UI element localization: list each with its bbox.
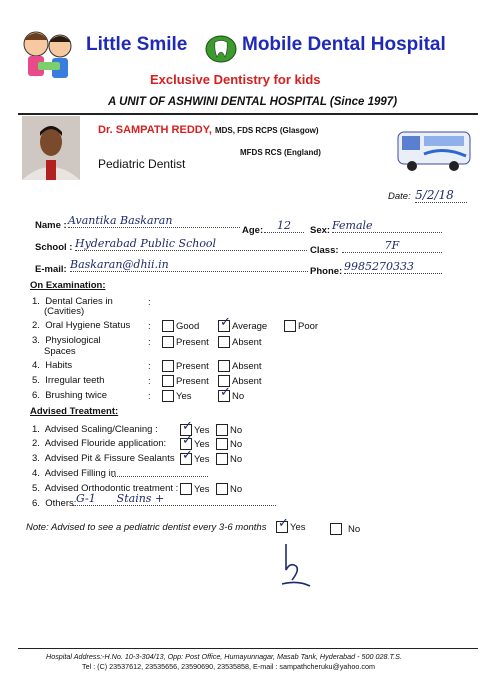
checkbox[interactable] xyxy=(284,320,296,332)
checkbox[interactable] xyxy=(216,453,228,465)
checkbox-checked[interactable] xyxy=(276,516,289,533)
note-yes-option[interactable]: ✓ Yes xyxy=(278,516,306,533)
checkbox[interactable] xyxy=(218,336,230,348)
filling-line xyxy=(112,476,208,477)
check-mark-icon: ✓ xyxy=(182,433,193,448)
footer-address: Hospital Address:-H.No. 10-3-304/13, Opp: Post Office, Humayunnagar, Masab Tank, Hyderabad - 500 028.T.S. xyxy=(46,652,402,661)
class-label: Class: xyxy=(310,245,339,256)
exam-label-habits: Habits xyxy=(45,360,73,371)
unit-line: A UNIT OF ASHWINI DENTAL HOSPITAL (Since 1997) xyxy=(108,96,398,108)
exam-colon-6: : xyxy=(148,391,151,402)
exam-colon-3: : xyxy=(148,337,151,348)
exam-num-3: 3. xyxy=(32,335,40,346)
exam-colon-5: : xyxy=(148,376,151,387)
email-value: Baskaran@dhii.in xyxy=(70,258,308,272)
brushing-yes-option[interactable]: Yes xyxy=(162,390,192,402)
treatment-heading: Advised Treatment: xyxy=(30,406,119,417)
doctor-name: Dr. SAMPATH REDDY, xyxy=(98,124,212,136)
header-rule xyxy=(18,113,478,115)
examination-heading: On Examination: xyxy=(30,280,106,291)
exam-num-4: 4. xyxy=(32,360,40,371)
phone-label: Phone: xyxy=(310,266,343,277)
treat-num-3: 3. xyxy=(32,453,40,464)
note-text: Note: Advised to see a pediatric dentist every 3-6 months xyxy=(26,522,267,533)
school-value: Hyderabad Public School xyxy=(75,237,307,251)
name-value: Avantika Baskaran xyxy=(68,214,240,228)
brushing-no-option[interactable]: ✓ No xyxy=(220,385,245,402)
note-no-option[interactable]: No xyxy=(330,523,360,535)
habits-absent-option[interactable]: Absent xyxy=(218,360,262,372)
orthodontic-yes-option[interactable]: Yes xyxy=(180,483,210,495)
spaces-absent-option[interactable]: Absent xyxy=(218,336,262,348)
age-label: Age: xyxy=(242,225,264,236)
sealants-no-option[interactable]: No xyxy=(216,453,242,465)
checkbox[interactable] xyxy=(330,523,342,535)
tagline: Exclusive Dentistry for kids xyxy=(150,72,321,87)
exam-label-caries: Dental Caries in xyxy=(45,296,113,307)
checkbox-checked[interactable] xyxy=(218,315,231,332)
check-mark-icon: ✓ xyxy=(278,516,289,531)
exam-label-caries-2: (Cavities) xyxy=(44,306,85,317)
bus-image xyxy=(394,126,474,174)
check-mark-icon: ✓ xyxy=(220,315,231,330)
date-value: 5/2/18 xyxy=(415,188,467,203)
scaling-yes-option[interactable]: ✓ Yes xyxy=(182,419,210,436)
age-value: 12 xyxy=(264,219,304,233)
treat-label-sealants: Advised Pit & Fissure Sealants xyxy=(44,453,175,464)
footer-contacts: Tel : (C) 23537612, 23535656, 23590690, 23535858, E-mail : sampathcheruku@yahoo.com xyxy=(82,662,375,671)
treat-label-orthodontic: Advised Orthodontic treatment xyxy=(44,483,174,494)
irregular-present-option[interactable]: Present xyxy=(162,375,209,387)
scaling-no-option[interactable]: No xyxy=(216,424,242,436)
class-value: 7F xyxy=(342,239,442,253)
title-part2: Mobile Dental Hospital xyxy=(242,34,446,55)
exam-label-spaces: Physiological xyxy=(45,335,101,346)
kids-logo xyxy=(18,26,80,84)
treat-label-others: Others: xyxy=(45,498,77,509)
exam-colon-1: : xyxy=(148,297,151,308)
exam-num-1: 1. xyxy=(32,296,40,307)
exam-num-2: 2. xyxy=(32,320,40,331)
doctor-role: Pediatric Dentist xyxy=(98,157,186,171)
hygiene-poor-option[interactable]: Poor xyxy=(284,320,318,332)
exam-colon-4: : xyxy=(148,361,151,372)
treat-num-2: 2. xyxy=(32,438,40,449)
hygiene-good-option[interactable]: Good xyxy=(162,320,199,332)
doctor-signature xyxy=(272,540,316,590)
habits-present-option[interactable]: Present xyxy=(162,360,209,372)
check-mark-icon: ✓ xyxy=(182,448,193,463)
checkbox[interactable] xyxy=(218,360,230,372)
treat-num-4: 4. xyxy=(32,468,40,479)
others-value: G-1 Stains + xyxy=(72,492,276,506)
irregular-absent-option[interactable]: Absent xyxy=(218,375,262,387)
phone-value: 9985270333 xyxy=(344,260,442,274)
footer-rule xyxy=(18,648,478,649)
title-part1: Little Smile xyxy=(86,34,188,55)
treat-colon-5: : xyxy=(175,483,179,494)
exam-num-6: 6. xyxy=(32,390,40,401)
doctor-quals1: MDS, FDS RCPS (Glasgow) xyxy=(214,126,319,135)
checkbox[interactable] xyxy=(216,438,228,450)
exam-label-spaces-2: Spaces xyxy=(44,346,76,357)
school-label: School : xyxy=(35,242,73,253)
spaces-present-option[interactable]: Present xyxy=(162,336,209,348)
checkbox-checked[interactable] xyxy=(180,448,193,465)
checkbox[interactable] xyxy=(162,375,174,387)
checkbox[interactable] xyxy=(162,320,174,332)
sex-value: Female xyxy=(332,219,442,233)
treat-label-flouride: Advised Flouride application: xyxy=(44,438,167,449)
exam-num-5: 5. xyxy=(32,375,40,386)
tooth-logo-icon xyxy=(204,34,238,64)
treat-label-scaling: Advised Scaling/Cleaning xyxy=(44,424,153,435)
check-mark-icon: ✓ xyxy=(182,419,193,434)
checkbox-checked[interactable] xyxy=(218,385,231,402)
treat-label-filling: Advised Filling in xyxy=(44,468,116,479)
checkbox[interactable] xyxy=(162,360,174,372)
exam-label-irregular: Irregular teeth xyxy=(45,375,105,386)
exam-label-brushing: Brushing twice xyxy=(45,390,107,401)
treat-num-5: 5. xyxy=(32,483,40,494)
sex-label: Sex: xyxy=(310,225,331,236)
doctor-photo xyxy=(22,116,80,180)
hygiene-average-option[interactable]: ✓ Average xyxy=(220,315,268,332)
checkbox[interactable] xyxy=(162,336,174,348)
exam-colon-2: : xyxy=(148,321,151,332)
checkbox[interactable] xyxy=(216,424,228,436)
sealants-yes-option[interactable]: ✓ Yes xyxy=(182,448,210,465)
treat-num-6: 6. xyxy=(32,498,40,509)
orthodontic-no-option[interactable]: No xyxy=(216,483,242,495)
flouride-no-option[interactable]: No xyxy=(216,438,242,450)
check-mark-icon: ✓ xyxy=(220,385,231,400)
treat-num-1: 1. xyxy=(32,424,40,435)
name-label: Name : xyxy=(35,220,67,231)
exam-label-hygiene: Oral Hygiene Status xyxy=(45,320,131,331)
email-label: E-mail: xyxy=(35,264,67,275)
date-label: Date: xyxy=(388,191,411,202)
flouride-yes-option[interactable]: ✓ Yes xyxy=(182,433,210,450)
checkbox[interactable] xyxy=(162,390,174,402)
treat-colon-1: : xyxy=(155,424,158,435)
doctor-quals2: MFDS RCS (England) xyxy=(240,148,321,157)
